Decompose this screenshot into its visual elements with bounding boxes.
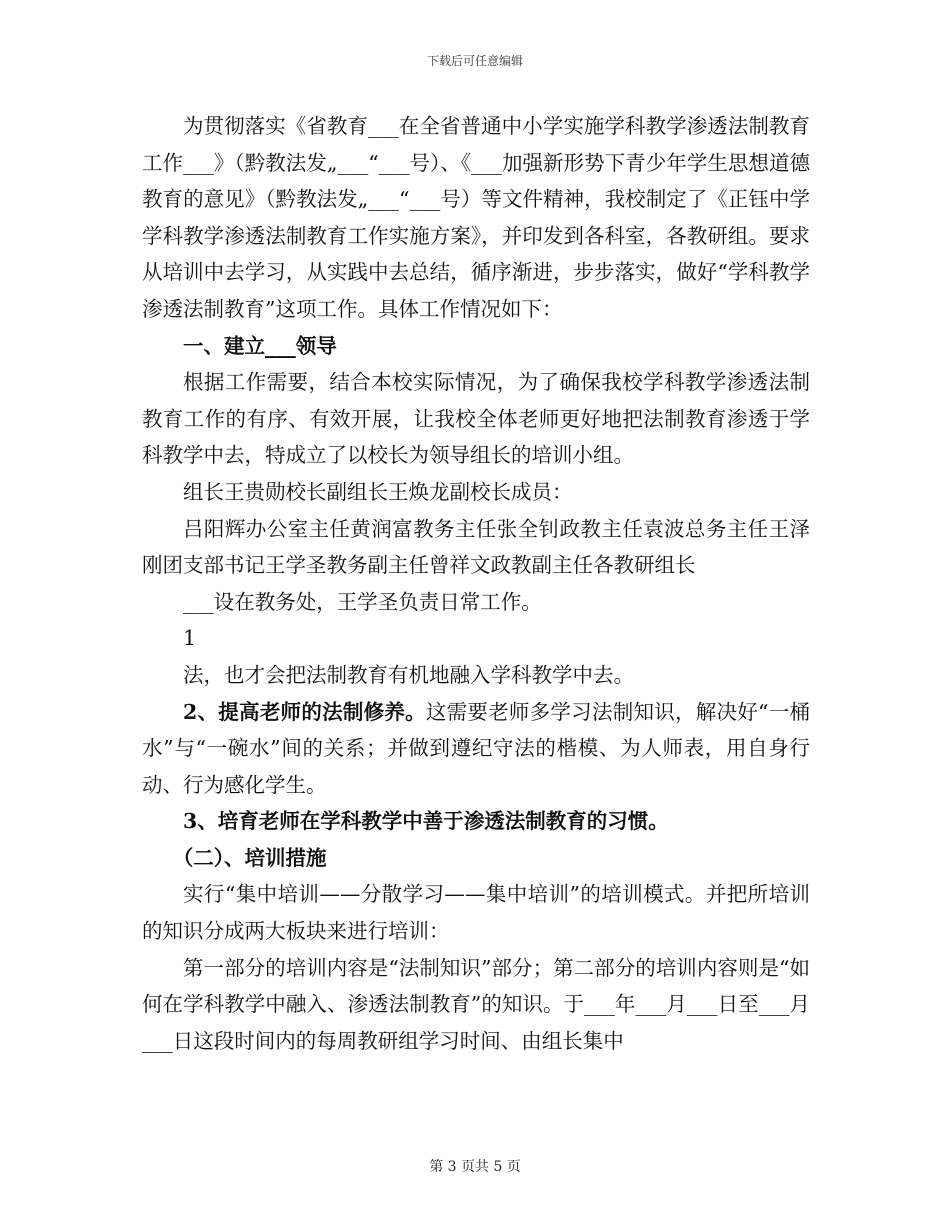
paragraph-purpose: 根据工作需要，结合本校实际情况，为了确保我校学科教学渗透法制教育工作的有序、有效开展，让我校全体老师更好地把法制教育渗透于学科教学中去，特成立了以校长为领导组长的培训小组。 [142,370,810,468]
paragraph-leaders: 组长王贵勋校长副组长王焕龙副校长成员： [183,479,573,504]
section-heading-habit: 3、培育老师在学科教学中善于渗透法制教育的习惯。 [183,809,669,834]
section-heading-measures: （二）、培训措施 [172,845,327,870]
paragraph-intro: 为贯彻落实《省教育___在全省普通中小学实施学科教学渗透法制教育工作___》（黔教法发„___“___号）、《___加强新形势下青少年学生思想道德教育的意见》（黔教法发„___“___号）等文件精神，我校制定了《正钰中学学科教学渗透法制教育工作实施方案》，并印发到各科室，各教研组。要求从培训中去学习，从实践中去总结，循序渐进，步步落实，做好“学科教学渗透法制教育”这项工作。具体工作情况如下： [142,114,810,321]
paragraph-fragment: 法，也才会把法制教育有机地融入学科教学中去。 [183,662,634,687]
paragraph-office: ___设在教务处，王学圣负责日常工作。 [183,589,542,614]
paragraph-literacy-lead: 2、提高老师的法制修养。 [183,699,426,724]
document-body [142,108,810,1059]
paragraph-members: 吕阳辉办公室主任黄润富教务主任张全钊政教主任袁波总务主任王泽刚团支部书记王学圣教务副主任曾祥文政教副主任各教研组长 [142,516,810,578]
paragraph-mode: 实行“集中培训——分散学习——集中培训”的培训模式。并把所培训的知识分成两大板块来进行培训： [142,882,810,944]
paragraph-literacy-text: 这需要老师多学习法制知识，解决好“一桶水”与“一碗水”间的关系；并做到遵纪守法的楷模、为人师表，用自身行动、行为感化学生。 [142,699,811,797]
page-footer-number: 第 3 页共 5 页 [429,1159,521,1175]
paragraph-content: 第一部分的培训内容是“法制知识”部分；第二部分的培训内容则是“如何在学科教学中融入、渗透法制教育”的知识。于___年___月___日至___月___日这段时间内的每周教研组学习时间、由组长集中 [142,955,810,1053]
paragraph-literacy [142,694,810,804]
page-header-note: 下载后可任意编辑 [426,54,523,68]
page-number-inline: 1 [183,626,197,651]
section-heading-1: 一、建立___领导 [183,333,337,358]
